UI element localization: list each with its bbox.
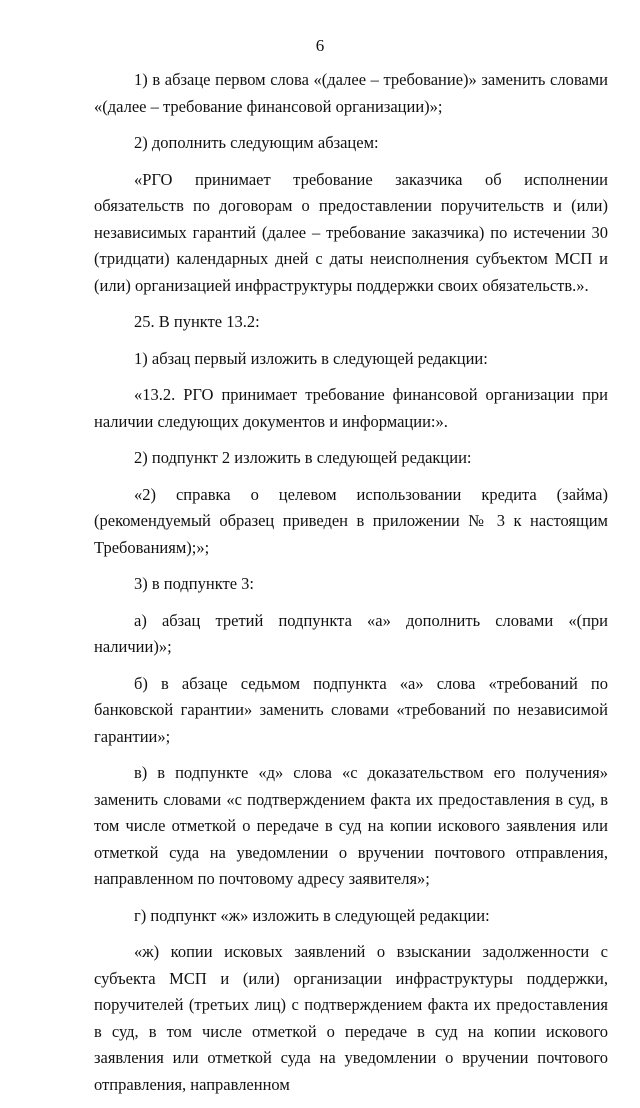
page-number: 6 bbox=[315, 36, 325, 55]
paragraph-9: 3) в подпункте 3: bbox=[134, 574, 254, 593]
paragraph-12: в) в подпункте «д» слова «с доказательством его получения» заменить словами «с подтверждением факта их предоставления в суд, в том числе отметкой о передаче в суд на копии искового заявления или отметкой суда на уведомлении о вручении почтового отправления, направленном по почтовому адресу заявителя»; bbox=[94, 763, 608, 888]
document-body bbox=[94, 67, 608, 1108]
paragraph-1: 1) в абзаце первом слова «(далее – требование)» заменить словами «(далее – требование финансовой организации)»; bbox=[94, 70, 608, 116]
paragraph-11: б) в абзаце седьмом подпункта «а» слова «требований по банковской гарантии» заменить словами «требований по независимой гарантии»; bbox=[94, 673, 608, 746]
paragraph-6: «13.2. РГО принимает требование финансовой организации при наличии следующих документов и информации:». bbox=[94, 385, 608, 431]
paragraph-3: «РГО принимает требование заказчика об исполнении обязательств по договорам о предоставлении поручительств и (или) независимых гарантий (далее – требование заказчика) по истечении 30 (тридцати) календарных дней с даты неисполнения субъектом МСП и (или) организацией инфраструктуры поддержки своих обязательств.». bbox=[94, 169, 608, 295]
paragraph-7: 2) подпункт 2 изложить в следующей редакции: bbox=[134, 448, 472, 467]
paragraph-10: а) абзац третий подпункта «а» дополнить словами «(при наличии)»; bbox=[94, 610, 608, 656]
paragraph-4: 25. В пункте 13.2: bbox=[134, 312, 260, 331]
paragraph-13: г) подпункт «ж» изложить в следующей редакции: bbox=[134, 905, 490, 925]
paragraph-5: 1) абзац первый изложить в следующей редакции: bbox=[134, 348, 488, 368]
paragraph-14: «ж) копии исковых заявлений о взыскании задолженности с субъекта МСП и (или) организации инфраструктуры поддержки, поручителей (третьих лиц) с подтверждением факта их предоставления в суд, в том числе отметкой о передаче в суд на копии искового заявления или отметкой суда на уведомлении о вручении почтового отправления, направленном bbox=[94, 942, 608, 1094]
paragraph-2: 2) дополнить следующим абзацем: bbox=[134, 133, 379, 152]
paragraph-8: «2) справка о целевом использовании кредита (займа) (рекомендуемый образец приведен в приложении № 3 к настоящим Требованиям);»; bbox=[94, 484, 608, 557]
